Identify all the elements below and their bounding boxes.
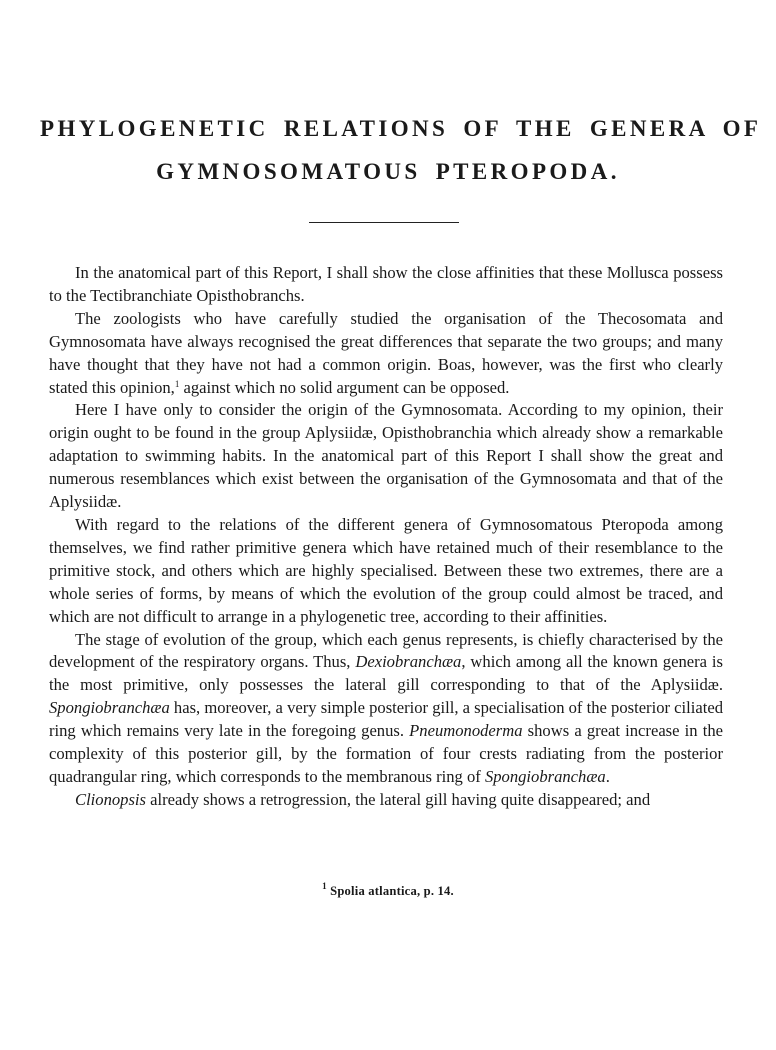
paragraph-6 [49,789,723,812]
genus-name: Spongiobranchæa [49,698,170,718]
paragraph-2-text-a: The zoologists who have carefully studied the organisation of the Thecosomata and Gymnosomata have always recognised the great differences that separate the two groups; and many have thought that they have not had a common origin. Boas, however, was the first who clearly stated this opinion, [49,308,723,397]
paragraph-5-text-1: The stage of evolution of the group, which each genus represents, is chiefly characterised by the development of the respiratory organs. Thus, [49,629,723,672]
footnote-reference: 1 [174,378,180,389]
paragraph-5-text-3: has, moreover, a very simple posterior gill, a specialisation of the posterior ciliated ring which remains very late in the foregoing genus. [49,698,723,741]
footnote-text: Spolia atlantica, p. 14. [326,884,454,898]
paragraph-1: In the anatomical part of this Report, I shall show the close affinities that these Mollusca possess to the Tectibranchiate Opisthobranchs. [49,263,723,305]
paragraph-4: With regard to the relations of the different genera of Gymnosomatous Pteropoda among themselves, we find rather primitive genera which have retained much of their resemblance to the primitive stock, and others which are highly specialised. Between these two extremes, there are a whole series of forms, by means of which the evolution of the group could almost be traced, and which are not difficult to arrange in a phylogenetic tree, according to their affinities. [49,514,723,626]
title-divider [309,222,459,223]
paragraph-5 [49,629,723,789]
genus-name: Spongiobranchæa [484,766,606,786]
paragraph-5-text-5: . [605,766,610,786]
page-title-line-1: PHYLOGENETIC RELATIONS OF THE GENERA OF [40,116,762,141]
paragraph-3: Here I have only to consider the origin of the Gymnosomata. According to my opinion, their origin ought to be found in the group Aplysiidæ, Opisthobranchia which already show a remarkable adaptation to swimming habits. In the anatomical part of this Report I shall show the great and numerous resemblances which exist between the organisation of the Gymnosomata and that of the Aplysiidæ. [49,400,723,512]
genus-name: Dexiobranchæa [355,652,462,672]
genus-name: Clionopsis [75,789,147,809]
body-text [49,262,723,812]
paragraph-5-text-2: , which among all the known genera is the most primitive, only possesses the lateral gill corresponding to that of the Aplysiidæ. [49,652,724,695]
footnote-mark: 1 [322,881,327,891]
paragraph-5-text-4: shows a great increase in the complexity of this posterior gill, by the formation of four crests radiating from the posterior quadrangular ring, which corresponds to the membranous ring of [49,721,723,786]
page-title-line-2: GYMNOSOMATOUS PTEROPODA. [156,159,620,184]
footnote [0,881,776,899]
paragraph-6-text: already shows a retrogression, the lateral gill having quite disappeared; and [146,789,651,809]
paragraph-2 [49,308,723,400]
paragraph-2-text-b: against which no solid argument can be opposed. [179,377,510,397]
genus-name: Pneumonoderma [409,721,523,741]
